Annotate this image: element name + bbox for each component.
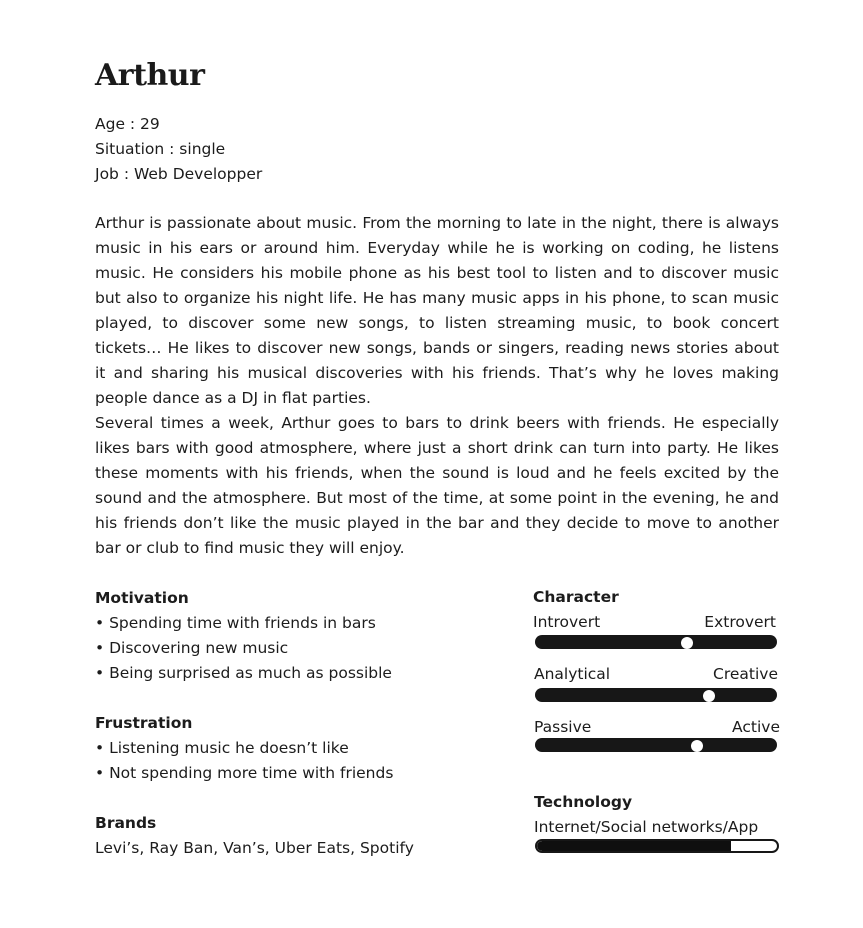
scale-passive-active — [534, 715, 780, 739]
persona-facts — [95, 112, 262, 187]
motivation-item: • Being surprised as much as possible — [95, 661, 515, 686]
brands-list: Levi’s, Ray Ban, Van’s, Uber Eats, Spotify — [95, 839, 414, 857]
bio-paragraph: Several times a week, Arthur goes to bars to drink beers with friends. He especially likes bars with good atmosphere, where just a short drink can turn into party. He likes these moments with his friends, when the sound is loud and he feels excited by the sound and the atmosphere. But most of the time, at some point in the evening, he and his friends don’t like the music played in the bar and they decide to move to another bar or club to find music they will enjoy. — [95, 414, 779, 557]
motivation-title: Motivation — [95, 589, 189, 607]
technology-progress-fill — [537, 841, 731, 851]
technology-progress-bar — [535, 839, 779, 853]
needs-column — [95, 586, 515, 886]
motivation-item: • Spending time with friends in bars — [95, 611, 515, 636]
scale-analytical-creative — [534, 662, 779, 686]
traits-column — [533, 585, 780, 836]
frustration-item: • Listening music he doesn’t like — [95, 736, 515, 761]
technology-title: Technology — [534, 793, 633, 811]
frustration-section — [95, 711, 515, 786]
scale-left-label: Passive — [534, 718, 592, 736]
persona-bio — [95, 211, 779, 561]
slider-knob — [691, 740, 703, 752]
job-fact: Job : Web Developper — [95, 165, 263, 183]
scale-left-label: Analytical — [534, 665, 611, 683]
slider-knob — [681, 637, 693, 649]
motivation-item: • Discovering new music — [95, 636, 515, 661]
scale-right-label: Extrovert — [704, 613, 776, 631]
scale-introvert-extrovert — [533, 610, 779, 634]
analytical-creative-slider — [535, 688, 777, 702]
frustration-title: Frustration — [95, 714, 193, 732]
scale-right-label: Active — [732, 718, 780, 736]
age-fact: Age : 29 — [95, 115, 160, 133]
bio-paragraph: Arthur is passionate about music. From the morning to late in the night, there is always music in his ears or around him. Everyday while he is working on coding, he listens music. He considers his mobile phone as his best tool to listen and to discover music but also to organize his night life. He has many music apps in his phone, to scan music played, to discover some new songs, to listen streaming music, to book concert tickets… He likes to discover new songs, bands or singers, reading news stories about it and sharing his musical discoveries with his friends. That’s why he loves making people dance as a DJ in flat parties. — [95, 214, 779, 407]
slider-knob — [703, 690, 715, 702]
brands-title: Brands — [95, 814, 157, 832]
introvert-extrovert-slider — [535, 635, 777, 649]
motivation-section — [95, 586, 515, 686]
persona-name: Arthur — [95, 58, 205, 93]
passive-active-slider — [535, 738, 777, 752]
character-title: Character — [533, 588, 619, 606]
scale-left-label: Introvert — [533, 613, 601, 631]
technology-label: Internet/Social networks/App — [534, 818, 759, 836]
frustration-item: • Not spending more time with friends — [95, 761, 515, 786]
situation-fact: Situation : single — [95, 140, 226, 158]
brands-section — [95, 811, 515, 861]
scale-right-label: Creative — [713, 665, 778, 683]
